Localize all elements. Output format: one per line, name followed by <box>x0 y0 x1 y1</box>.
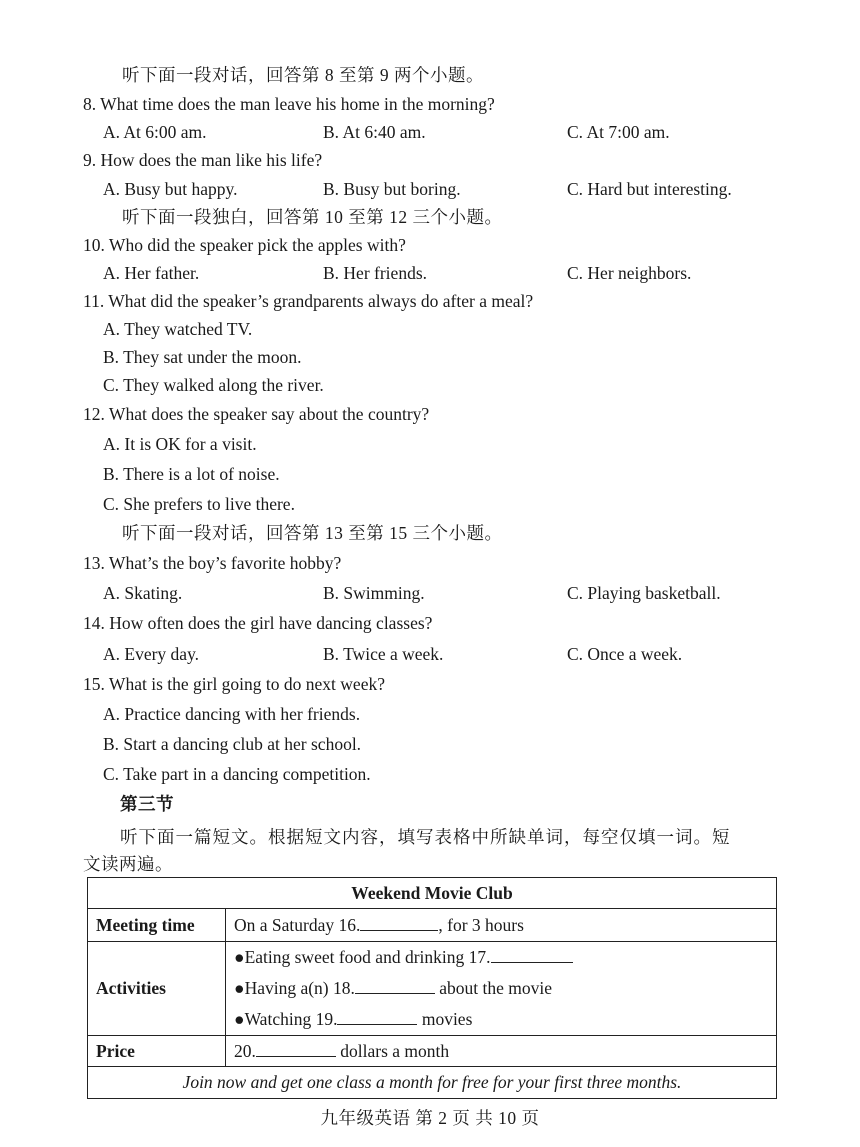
option-8c: C. At 7:00 am. <box>567 122 670 142</box>
activity-1 <box>234 942 768 973</box>
blank-20[interactable] <box>256 1042 336 1057</box>
option-12a: A. It is OK for a visit. <box>103 434 257 454</box>
option-10b: B. Her friends. <box>323 263 428 283</box>
option-13c: C. Playing basketball. <box>567 583 721 603</box>
blank-19[interactable] <box>337 1010 417 1025</box>
option-12c: C. She prefers to live there. <box>103 494 295 514</box>
question-9: 9. How does the man like his life? <box>83 150 323 170</box>
option-14c: C. Once a week. <box>567 644 683 664</box>
activities-cell <box>226 942 777 1036</box>
activity-1-text: ●Eating sweet food and drinking 17. <box>234 947 491 967</box>
section-3-heading: 第三节 <box>120 794 174 814</box>
movie-club-table <box>87 877 777 1099</box>
option-12b: B. There is a lot of noise. <box>103 464 280 484</box>
option-9b: B. Busy but boring. <box>323 179 461 199</box>
section-3-instruction: 听下面一篇短文。根据短文内容，填写表格中所缺单词，每空仅填一词。短 <box>120 827 731 847</box>
question-15: 15. What is the girl going to do next week? <box>83 674 385 694</box>
option-13b: B. Swimming. <box>323 583 425 603</box>
option-13a: A. Skating. <box>103 583 183 603</box>
option-9c: C. Hard but interesting. <box>567 179 732 199</box>
question-11: 11. What did the speaker’s grandparents always do after a meal? <box>83 291 534 311</box>
blank-16[interactable] <box>360 916 438 931</box>
activity-3-text: ●Watching 19. <box>234 1009 338 1029</box>
option-8a: A. At 6:00 am. <box>103 122 207 142</box>
section-3-instruction-cont: 文读两遍。 <box>83 854 173 874</box>
meeting-time-suffix: , for 3 hours <box>438 914 524 935</box>
price-cell <box>226 1036 777 1067</box>
option-15b: B. Start a dancing club at her school. <box>103 734 362 754</box>
activity-3-suffix: movies <box>417 1009 473 1029</box>
activity-2-suffix: about the movie <box>434 978 553 998</box>
instruction-8-9: 听下面一段对话，回答第 8 至第 9 两个小题。 <box>122 65 484 85</box>
option-11a: A. They watched TV. <box>103 319 253 339</box>
option-14b: B. Twice a week. <box>323 644 444 664</box>
price-text: 20. <box>234 1040 256 1061</box>
activities-label: Activities <box>88 942 226 1036</box>
option-8b: B. At 6:40 am. <box>323 122 426 142</box>
price-label: Price <box>88 1036 226 1067</box>
blank-17[interactable] <box>491 948 573 963</box>
option-11c: C. They walked along the river. <box>103 375 324 395</box>
page-footer: 九年级英语 第 2 页 共 10 页 <box>320 1108 540 1128</box>
table-title: Weekend Movie Club <box>88 878 777 909</box>
option-15a: A. Practice dancing with her friends. <box>103 704 361 724</box>
question-13: 13. What’s the boy’s favorite hobby? <box>83 553 342 573</box>
question-12: 12. What does the speaker say about the country? <box>83 404 430 424</box>
table-note: Join now and get one class a month for free for your first three months. <box>88 1067 777 1099</box>
question-14: 14. How often does the girl have dancing classes? <box>83 613 433 633</box>
meeting-time-cell <box>226 909 777 942</box>
activity-3 <box>234 1004 768 1035</box>
meeting-time-label: Meeting time <box>88 909 226 942</box>
blank-18[interactable] <box>355 979 435 994</box>
option-14a: A. Every day. <box>103 644 200 664</box>
option-10a: A. Her father. <box>103 263 200 283</box>
instruction-10-12: 听下面一段独白，回答第 10 至第 12 三个小题。 <box>122 207 503 227</box>
question-10: 10. Who did the speaker pick the apples with? <box>83 235 406 255</box>
price-suffix: dollars a month <box>335 1040 450 1061</box>
option-11b: B. They sat under the moon. <box>103 347 302 367</box>
instruction-13-15: 听下面一段对话，回答第 13 至第 15 三个小题。 <box>122 523 503 543</box>
activity-2 <box>234 973 768 1004</box>
option-15c: C. Take part in a dancing competition. <box>103 764 371 784</box>
question-8: 8. What time does the man leave his home in the morning? <box>83 94 495 114</box>
option-9a: A. Busy but happy. <box>103 179 238 199</box>
option-10c: C. Her neighbors. <box>567 263 692 283</box>
meeting-time-text: On a Saturday 16. <box>234 914 361 935</box>
activity-2-text: ●Having a(n) 18. <box>234 978 355 998</box>
